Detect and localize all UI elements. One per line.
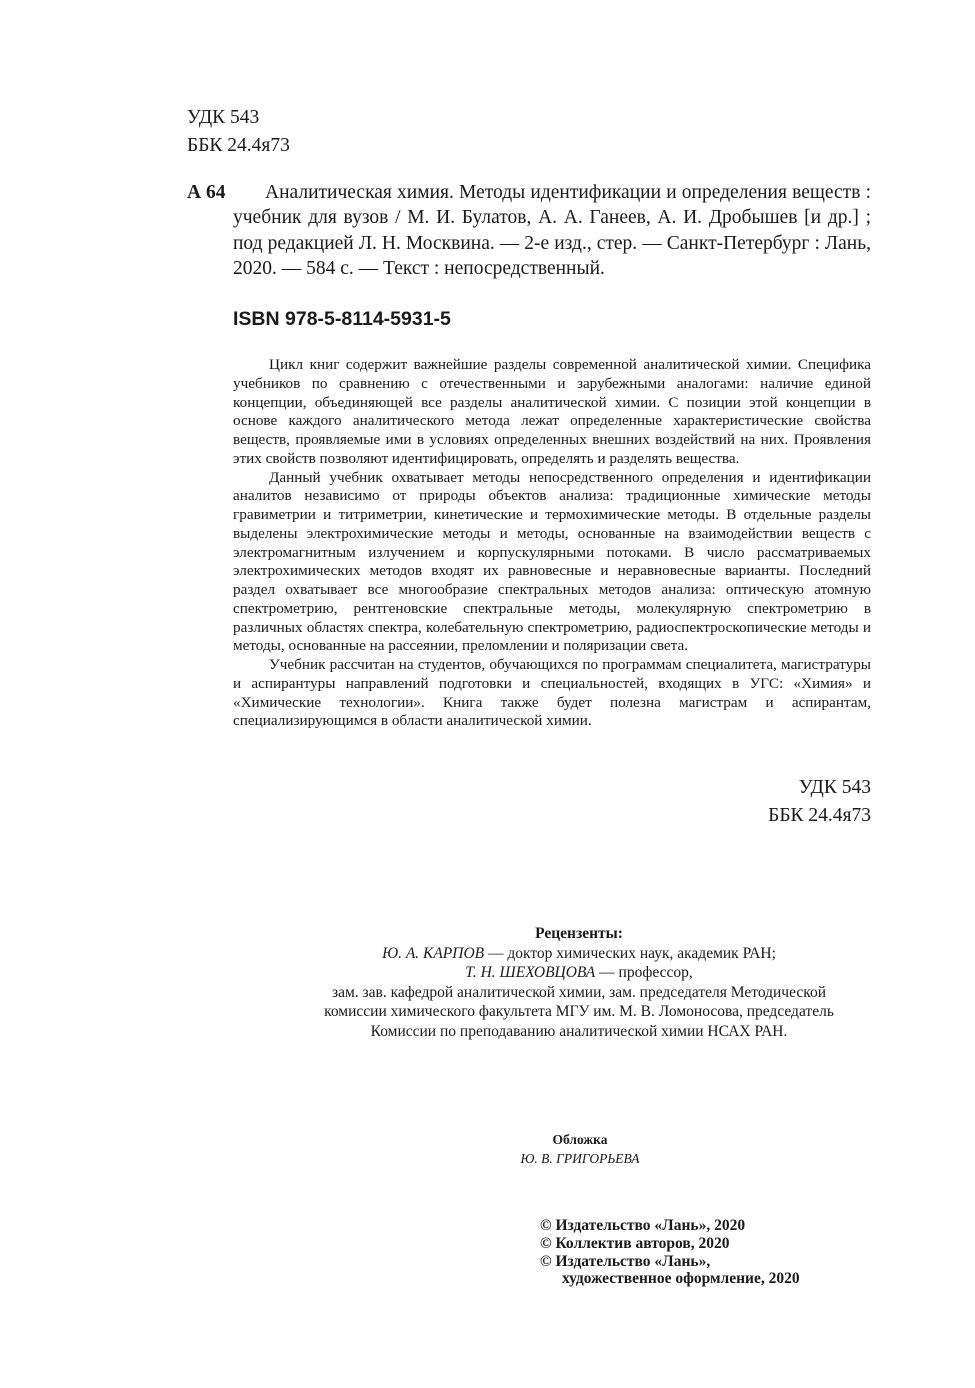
reviewer-2-line: Комиссии по преподаванию аналитической химии НСАХ РАН. (370, 1022, 788, 1040)
copyright-line: художественное оформление, 2020 (562, 1270, 800, 1288)
udk-block-top (187, 104, 290, 160)
bibliographic-entry: Аналитическая химия. Методы идентификации и определения веществ : учебник для вузов / М. И. Булатов, А. А. Ганеев, А. И. Дробышев [и др.] ; под редакцией Л. Н. Москвина. — 2-е изд., стер. — Санкт-Петербург : Лань, 2020. — 584 с. — Текст : непосредственный. (233, 182, 871, 279)
abstract (233, 356, 871, 731)
cover-heading: Обложка (552, 1132, 608, 1147)
udk-code: УДК 543 (187, 107, 260, 128)
abstract-paragraph: Учебник рассчитан на студентов, обучающихся по программам специалитета, магистратуры и аспирантуры направлений подготовки и специальностей, входящих в УГС: «Химия» и «Химические технологии». Книга также будет полезна магистрам и аспирантам, специализирующимся в области аналитической химии. (233, 656, 871, 730)
abstract-paragraph: Данный учебник охватывает методы непосредственного определения и идентификации аналитов независимо от природы объектов анализа: традиционные химические методы гравиметрии и титриметрии, кинетические и термохимические методы. В отдельные разделы выделены электрохимические методы и методы, основанные на взаимодействии веществ с электромагнитным излучением и корпускулярными потоками. В число рассматриваемых электрохимических методов входят их равновесные и неравновесные варианты. Последний раздел охватывает все многообразие спектральных методов анализа: оптическую атомную спектрометрию, рентгеновские спектральные методы, молекулярную спектрометрию в различных областях спектра, колебательную спектрометрию, радиоспектроскопические методы и методы, основанные на рассеянии, преломлении и поляризации света. (233, 468, 871, 655)
udk-block-bottom (600, 774, 871, 830)
copyright-block (540, 1217, 870, 1288)
reviewer-1 (240, 944, 918, 964)
reviewer-1-name: Ю. А. КАРПОВ (382, 944, 485, 962)
copyright-line: © Издательство «Лань», 2020 (540, 1217, 746, 1234)
bbk-code: ББК 24.4я73 (187, 135, 290, 156)
reviewer-2 (240, 963, 918, 983)
reviewer-2-desc: — профессор, (595, 964, 693, 981)
udk-code: УДК 543 (798, 777, 871, 798)
reviewer-2-name: Т. Н. ШЕХОВЦОВА (465, 964, 596, 981)
copyright-line: © Издательство «Лань», (540, 1252, 711, 1270)
cover-credit (420, 1130, 740, 1168)
reviewers-heading: Рецензенты: (535, 925, 623, 942)
reviewers-block (240, 924, 918, 1041)
reviewer-1-desc: — доктор химических наук, академик РАН; (484, 944, 776, 962)
abstract-paragraph: Цикл книг содержит важнейшие разделы современной аналитической химии. Специфика учебников по сравнению с отечественными и зарубежными аналогами: наличие единой концепции, объединяющей все разделы аналитической химии. С позиции этой концепции в основе каждого аналитического метода лежат определенные характеристические свойства веществ, проявляемые ими в условиях определенных внешних воздействий на них. Проявления этих свойств позволяют идентифицировать, определять и разделять вещества. (233, 356, 871, 467)
copyright-line: © Коллектив авторов, 2020 (540, 1234, 730, 1252)
reviewer-2-line: комиссии химического факультета МГУ им. М. В. Ломоносова, председатель (324, 1003, 834, 1020)
bbk-code: ББК 24.4я73 (768, 805, 871, 826)
reviewer-2-line: зам. зав. кафедрой аналитической химии, зам. председателя Методической (331, 983, 827, 1001)
author-mark: А 64 (187, 182, 226, 203)
isbn: ISBN 978-5-8114-5931-5 (233, 308, 451, 330)
cover-designer: Ю. В. ГРИГОРЬЕВА (520, 1151, 640, 1166)
